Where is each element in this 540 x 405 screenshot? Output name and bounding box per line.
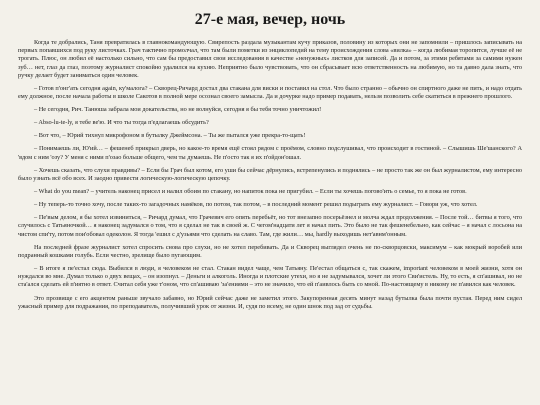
paragraph: Когда те добрались, Таня превратилась в главнокомандующую. Свирепость раздала музыкантам кучу приказов, половину из которых они не запомнили – пришлось записывать на первых попавшихся под руку листочках. Грач тактично промолчал, что там были пометки из энциклопедий на тему происхождения слова «вилка» – когда любимая торопится, лучше её не трогать. Плюс, он любил её настолько сильно, что сам бы предоставил свои исследования в качестве «ненужных» листков для записей. Да и потом, за этими ребятами за самими нужен зуб… нет, глаз да глаз, поэтому журналист спокойно удалился на кухню. Неприятно было чувствовать, что он сбрасывает всю ответственность на любимую, но та давно дала знать, что ручку делает будет заниматься один человек. <box>18 39 522 79</box>
paragraph: – Хочешь сказать, что слухи правдивы? – Если бы Грач был котом, его уши бы сейчас дёрнулись, встрепенулись и поднялись – не просто так же он был журналистом, ему интересно было узнать всё обо всех. И заодно привести логическую-логическую цепочку. <box>18 166 522 182</box>
paragraph: На последней фразе журналист хотел спросить снова про слухи, но не хотел перебивать. Да и Скворец выглядел очень не по-скворцовски, максимум – как мокрый воробей или подранный кошками голубь. Если честно, зрелище было пугающим. <box>18 243 522 259</box>
chapter-body <box>18 39 522 311</box>
paragraph: – Готов п'онг'ать сегодня again, ку'малога? – Скворец-Ричард достал два стакана для виски и поставил на стол. Что было странно – обычно он спиртного даже не пить, и надо отдать ему должное, после начала работы в школе Сакотов в полной мере осознал своего замысла. Да и дочурке надо пример подавать, нельзя позволить себе скатиться в прежнего прошлого. <box>18 84 522 101</box>
chapter-title: 27-е мая, вечер, ночь <box>194 11 346 28</box>
paragraph: – В итоге я пе'естал сюда. Выбился в люди, я человеком не стал. Стакан видел чаще, чем Татьяну. Пе'естал общаться с, так скажем, important человеком в моей жизни, хотя он нуждался во мне. Думал только о двух вещах, – он изопнул. – Деньги и алкоголь. Иногда и плотские утехи, но я не задумывался, хочет ли этого Сви'истель. Ну, то есть, я сп'ашивал, но не ста'ался сделать ей п'иятно в ответ. Считал себя уже т'оном, что сп'ашиваю 'за'ениями – это не значило, что ей п'аивлось быть со мной. По-настоящему в никому не п'авился как человек. <box>18 265 522 289</box>
paragraph: – Не сегодня, Рич. Танюша забрала мои докательства, но не волнуйся, сегодня я бы тебя точно уничтожил! <box>34 106 322 114</box>
paragraph: Это прозвище с его акцентом раньше звучало забавно, но Юрий сейчас даже не заметил этого. Закупоренная десять минут назад бутылка была почти пустая. Перед ним сидел ужасный пример для подражания, по преподаватель, получивший урок от жизни. И, судя по всему, не один шнок под зад от судьбы. <box>18 294 522 310</box>
paragraph: – What do you mean? – учитель наконец присел и налил обоим по стакану, но напиток пока не пригубил. – Если ты хочешь погово'ить о семье, то я пока не готов. <box>34 188 467 196</box>
paragraph: – Abso-lu-te-ly, я тебе ве'ю. И что ты тогда п'едлагаешь обсудить? <box>34 119 209 127</box>
paragraph: – Вот что, – Юрий тихнул микрофоном в бутылку Джеймсона. – Ты же пытался уже прекра-то-щать! <box>34 132 306 140</box>
paragraph: – Ну теперь-то точно хочу, после таких-то загадочных намёков, по потом, так потом, – в последний момент решил подыграть ему журналист. – Говори уж, что хотел. <box>34 201 478 209</box>
paragraph: – Понимаешь ли, Ю'ий… – фешенеб прикрыл дверь, но какое-то время ещё стоял рядом с проёмом, словно подслушивал, что происходит в гостиной. – Слышишь Ше'шанского? А 'вдом с ним 'озу? У меня с ними п'озао больше общего, чем ты думаешь. Не п'осто так я их п'ойдон'ошал. <box>18 145 522 161</box>
paragraph: – Пе'вым делом, я бы хотел извиниться, – Ричард думал, что Грачевич его опять перебьёт, но тот внезапно посерьёзнел и молча ждал продолжения. – После той… битвы я того, что случилось с Татьяночкой… я наконец задумался о том, что я сделал не так в своей ж. С чегом'надцати лет я начал пить. Это было не так фешенебельно, как сейчас – я начал с лосьона на чистом спи'ту, потом пои'обовал одеколон. Я тогда 'ешил с д'узьями что сделать на славо. Там, где жили… мы, hardly выходишь нет'авнм'онным. <box>18 214 522 238</box>
